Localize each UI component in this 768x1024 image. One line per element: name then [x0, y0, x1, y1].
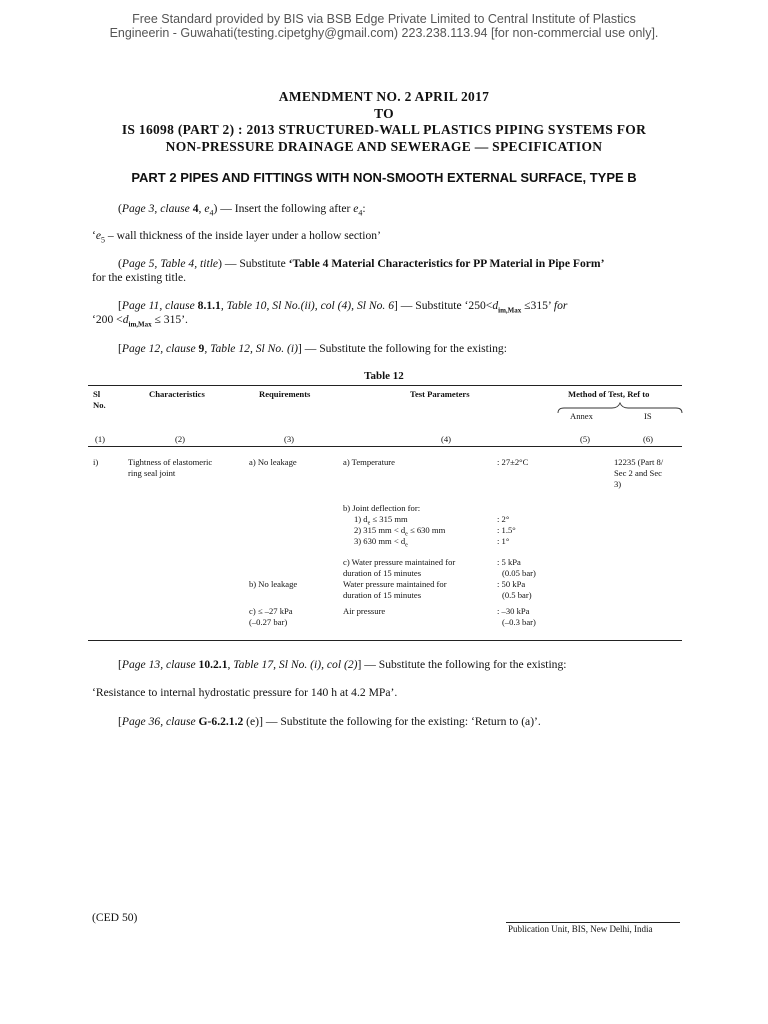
amendment-1: (Page 3, clause 4, $e_4$) — Insert the following after $e_4$: — [118, 202, 366, 218]
col-number-4: (4) — [441, 434, 452, 444]
header-requirements: Requirements — [259, 389, 311, 399]
param-water-pressure-2-bar: (0.5 bar) — [502, 590, 532, 600]
table-caption: Table 12 — [364, 370, 404, 382]
requirement-c-line-2: (–0.27 bar) — [249, 617, 288, 627]
header-test-parameters: Test Parameters — [410, 389, 470, 399]
param-joint-deflection-3: 3) 630 mm < $d_e$ — [354, 536, 408, 549]
param-water-pressure-1-line-1: c) Water pressure maintained for — [343, 557, 456, 567]
footer-rule — [506, 922, 680, 923]
table-top-rule — [88, 385, 682, 386]
amendment-3-line-2: ‘$200 <d_{im,Max} \le 315$’. — [92, 313, 188, 329]
header-sl-no: No. — [93, 400, 106, 410]
requirement-b: b) No leakage — [249, 579, 298, 589]
param-joint-deflection: b) Joint deflection for: — [343, 503, 421, 513]
is-ref-line-3: 3) — [614, 479, 622, 489]
param-water-pressure-1-value: : 5 kPa — [497, 557, 521, 567]
param-water-pressure-2-line-2: duration of 15 minutes — [343, 590, 422, 600]
amendment-5: [Page 13, clause 10.2.1, Table 17, Sl No. (i), col (2)] — Substitute the following for the existing: — [118, 658, 567, 671]
header-method-of-test: Method of Test, Ref to — [568, 389, 650, 399]
param-air-pressure-value: : –30 kPa — [497, 606, 530, 616]
col-number-2: (2) — [175, 434, 186, 444]
row-characteristic-line-1: Tightness of elastomeric — [128, 457, 213, 467]
standard-title-line-2: NON-PRESSURE DRAINAGE AND SEWERAGE — SPECIFICATION — [165, 139, 603, 154]
param-water-pressure-2-line-1: Water pressure maintained for — [343, 579, 447, 589]
amendment-6: [Page 36, clause G-6.2.1.2 (e)] — Substitute the following for the existing: ‘Return to (a)’. — [118, 715, 541, 728]
col-number-5: (5) — [580, 434, 591, 444]
col-number-6: (6) — [643, 434, 654, 444]
param-joint-deflection-1-value: : 2° — [497, 514, 510, 524]
header-is: IS — [644, 411, 652, 421]
param-water-pressure-1-bar: (0.05 bar) — [502, 568, 536, 578]
amendment-2: (Page 5, Table 4, title) — Substitute ‘Table 4 Material Characteristics for PP Material in Pipe Form’ — [118, 257, 605, 270]
amendment-1-definition: ‘$e_5$ – wall thickness of the inside layer under a hollow section’ — [92, 229, 381, 245]
amendment-to: TO — [374, 106, 394, 121]
table-bottom-rule — [88, 640, 682, 641]
param-joint-deflection-3-value: : 1° — [497, 536, 510, 546]
is-ref-line-2: Sec 2 and Sec — [614, 468, 662, 478]
amendment-title: AMENDMENT NO. 2 APRIL 2017 — [278, 89, 490, 104]
param-joint-deflection-2-value: : 1.5° — [497, 525, 516, 535]
is-ref-line-1: 12235 (Part 8/ — [614, 457, 664, 467]
committee-ref: (CED 50) — [92, 911, 138, 924]
table-header-rule — [88, 446, 682, 447]
part-title: PART 2 PIPES AND FITTINGS WITH NON-SMOOTH EXTERNAL SURFACE, TYPE B — [131, 170, 637, 185]
watermark-line-2: Engineerin - Guwahati(testing.cipetghy@gmail.com) 223.238.113.94 [for non-commercial use only]. — [109, 26, 659, 40]
param-temperature: a) Temperature — [343, 457, 395, 467]
param-temperature-value: : 27±2°C — [497, 457, 529, 467]
param-water-pressure-2-value: : 50 kPa — [497, 579, 526, 589]
row-sl: i) — [93, 457, 99, 467]
col-number-1: (1) — [95, 434, 106, 444]
watermark-line-1: Free Standard provided by BIS via BSB Edge Private Limited to Central Institute of Plastics — [132, 12, 636, 26]
param-air-pressure-bar: (–0.3 bar) — [502, 617, 536, 627]
requirement-a: a) No leakage — [249, 457, 297, 467]
param-air-pressure: Air pressure — [343, 606, 386, 616]
amendment-4: [Page 12, clause 9, Table 12, Sl No. (i)] — Substitute the following for the existing: — [118, 342, 507, 355]
amendment-5-text: ‘Resistance to internal hydrostatic pressure for 140 h at 4.2 MPa’. — [92, 686, 398, 699]
param-joint-deflection-2: 2) 315 mm < $d_e \le 630$ mm — [354, 525, 446, 538]
header-characteristics: Characteristics — [149, 389, 205, 399]
amendment-3: [Page 11, clause 8.1.1, Table 10, Sl No.(ii), col (4), Sl No. 6] — Substitute ‘$250<d_{im,Max} \le 315$’ for — [118, 299, 568, 315]
publisher: Publication Unit, BIS, New Delhi, India — [508, 924, 653, 934]
param-joint-deflection-1: 1) $d_e \le 315$ mm — [354, 514, 408, 527]
param-water-pressure-1-line-2: duration of 15 minutes — [343, 568, 422, 578]
header-annex: Annex — [570, 411, 593, 421]
col-number-3: (3) — [284, 434, 295, 444]
row-characteristic-line-2: ring seal joint — [128, 468, 176, 478]
standard-title-line-1: IS 16098 (PART 2) : 2013 STRUCTURED-WALL PLASTICS PIPING SYSTEMS FOR — [121, 122, 647, 137]
requirement-c-line-1: c) ≤ –27 kPa — [249, 606, 293, 616]
header-sl: Sl — [93, 389, 101, 399]
amendment-2-line-2: for the existing title. — [92, 271, 187, 284]
